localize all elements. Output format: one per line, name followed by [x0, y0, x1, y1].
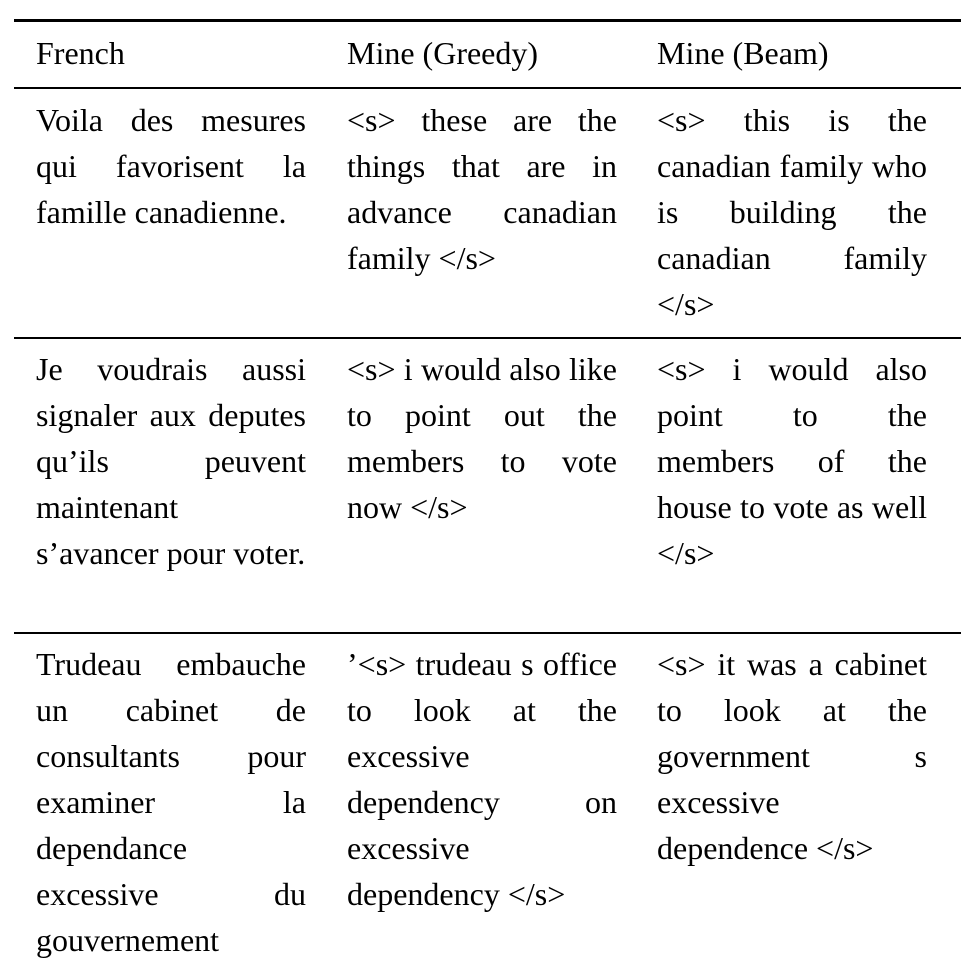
- header-french: French: [36, 35, 125, 71]
- row2-beam: <s> i would also point to the members of the house to vote as well </s>: [657, 351, 927, 571]
- row3-french: Trudeau embauche un cabinet de consultants pour examiner la dependance excessive du gouvernement: [36, 646, 306, 958]
- top-rule: [14, 19, 961, 22]
- row3-beam: <s> it was a cabinet to look at the government s excessive dependence </s>: [657, 646, 927, 866]
- row1-greedy: <s> these are the things that are in advance canadian family </s>: [347, 102, 617, 276]
- results-table: [14, 0, 962, 964]
- row-divider-1: [14, 337, 961, 339]
- row1-beam: <s> this is the canadian family who is building the canadian family </s>: [657, 102, 927, 322]
- row1-french: Voila des mesures qui favorisent la famille canadienne.: [36, 102, 306, 230]
- row2-french: Je voudrais aussi signaler aux deputes qu’ils peuvent maintenant s’avancer pour voter.: [36, 351, 306, 571]
- row2-greedy: <s> i would also like to point out the members to vote now </s>: [347, 351, 617, 525]
- header-mine-greedy: Mine (Greedy): [347, 35, 539, 71]
- header-mine-beam: Mine (Beam): [657, 35, 829, 71]
- row-divider-2: [14, 632, 961, 634]
- header-rule: [14, 87, 961, 89]
- row3-greedy: ’<s> trudeau s office to look at the excessive dependency on excessive dependency </s>: [347, 646, 617, 912]
